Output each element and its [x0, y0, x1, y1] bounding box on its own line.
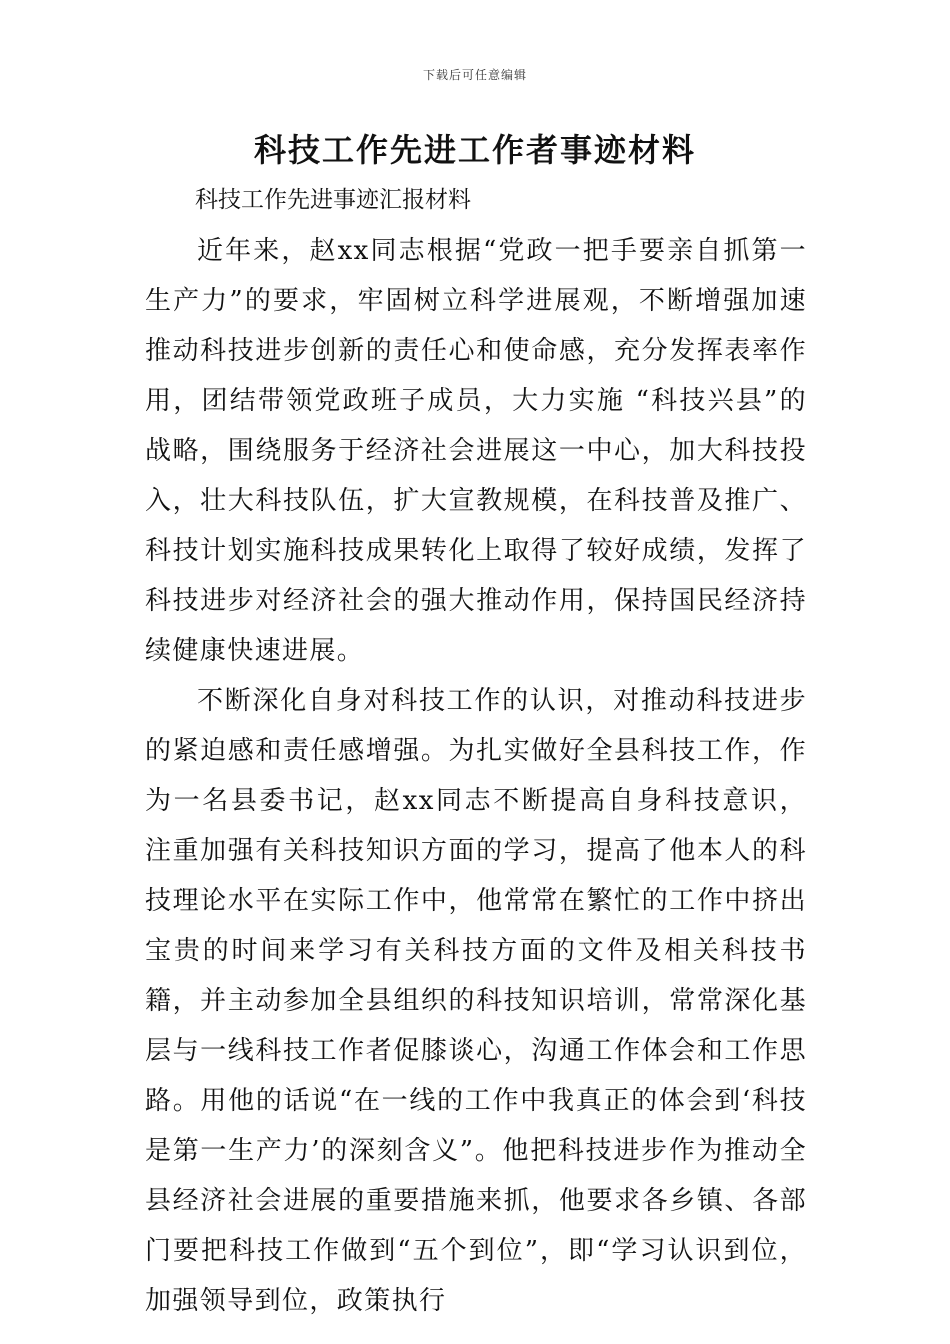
body-paragraph: 不断深化自身对科技工作的认识，对推动科技进步的紧迫感和责任感增强。为扎实做好全县科技工作，作为一名县委书记，赵xx同志不断提高自身科技意识，注重加强有关科技知识方面的学习，提高了他本人的科技理论水平在实际工作中，他常常在繁忙的工作中挤出宝贵的时间来学习有关科技方面的文件及相关科技书籍，并主动参加全县组织的科技知识培训，常常深化基层与一线科技工作者促膝谈心，沟通工作体会和工作思路。用他的话说“在一线的工作中我真正的体会到‘科技是第一生产力’的深刻含义”。他把科技进步作为推动全县经济社会进展的重要措施来抓，他要求各乡镇、各部门要把科技工作做到“五个到位”，即“学习认识到位，加强领导到位，政策执行: [145, 686, 807, 1316]
document-subtitle: 科技工作先进事迹汇报材料: [195, 187, 471, 213]
document-title: 科技工作先进工作者事迹材料: [253, 131, 696, 169]
page-header-note: 下载后可任意编辑: [422, 68, 527, 82]
body-paragraph: 近年来，赵xx同志根据“党政一把手要亲自抓第一生产力”的要求，牢固树立科学进展观，不断增强加速推动科技进步创新的责任心和使命感，充分发挥表率作用，团结带领党政班子成员，大力实施 “科技兴县”的战略，围绕服务于经济社会进展这一中心，加大科技投入，壮大科技队伍，扩大宣教规模，在科技普及推广、科技计划实施科技成果转化上取得了较好成绩，发挥了科技进步对经济社会的强大推动作用，保持国民经济持续健康快速进展。: [145, 236, 807, 666]
document-body: [145, 226, 807, 1326]
